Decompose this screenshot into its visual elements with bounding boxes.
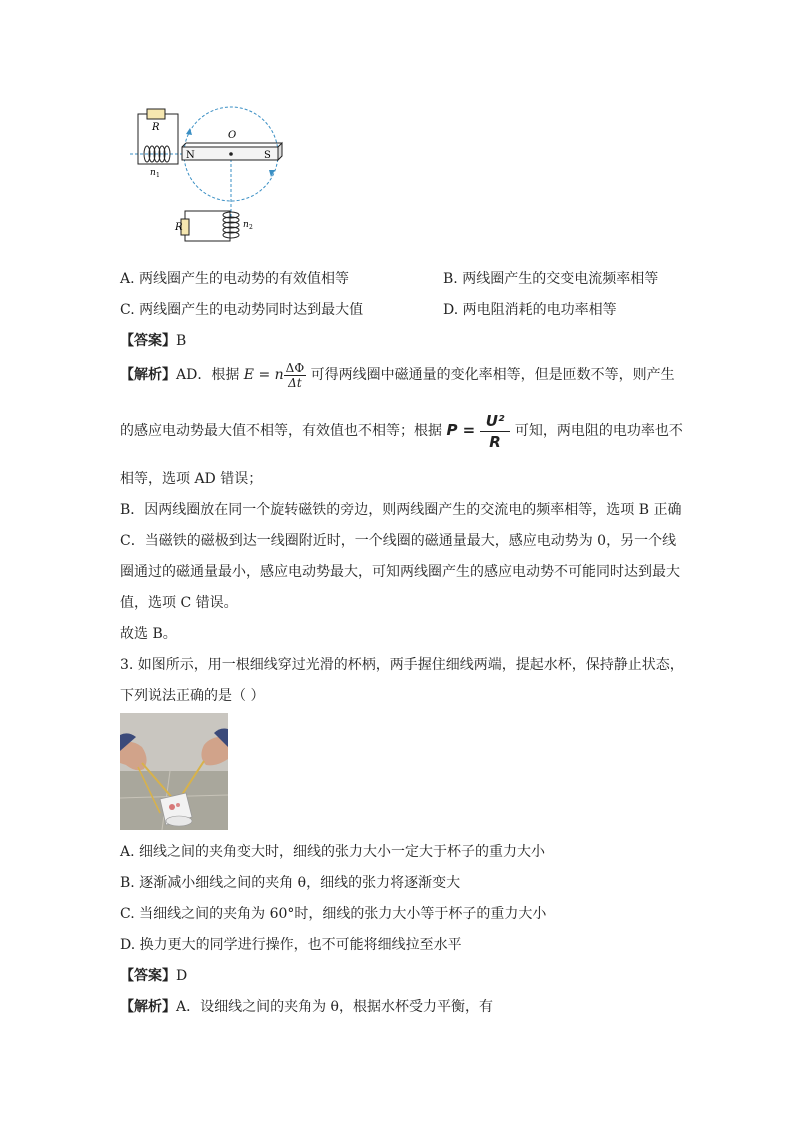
q2-analysis-line-4: B．因两线圈放在同一个旋转磁铁的旁边，则两线圈产生的交流电的频率相等，选项 B 正确 xyxy=(120,502,682,518)
label-n1-sub: 1 xyxy=(156,172,160,179)
q2-option-b: B. 两线圈产生的交变电流频率相等 xyxy=(443,271,659,287)
label-n2: n xyxy=(243,220,249,230)
q2-analysis-line-5: C．当磁铁的磁极到达一线圈附近时，一个线圈的磁通量最大，感应电动势为 0，另一个线 xyxy=(120,533,677,549)
formula-power-den: R xyxy=(489,432,501,451)
q3-analysis-text: A．设细线之间的夹角为 θ，根据水杯受力平衡，有 xyxy=(176,999,493,1015)
formula-power-num: U² xyxy=(480,411,511,432)
q2-analysis-p2a: 的感应电动势最大值不相等，有效值也不相等；根据 xyxy=(120,423,442,439)
q3-analysis-line-1 xyxy=(120,998,493,1016)
q2-analysis-line-2 xyxy=(120,410,683,452)
q3-stem-line-1: 3. 如图所示，用一根细线穿过光滑的杯柄，两手握住细线两端，提起水杯，保持静止状态， xyxy=(120,657,684,673)
q2-analysis-tag: 【解析】 xyxy=(120,367,176,383)
q2-analysis-p2b: 可知，两电阻的电功率也不 xyxy=(514,423,683,439)
formula-power-fraction xyxy=(480,411,511,452)
q2-option-a: A. 两线圈产生的电动势的有效值相等 xyxy=(120,271,350,287)
q2-option-d: D. 两电阻消耗的电功率相等 xyxy=(443,302,617,318)
q3-option-d: D. 换力更大的同学进行操作，也不可能将细线拉至水平 xyxy=(120,937,462,953)
formula-emf-fraction xyxy=(284,361,307,390)
formula-emf-lhs: E = n xyxy=(243,367,284,383)
q2-analysis-line-1 xyxy=(120,360,675,390)
label-r1: R xyxy=(152,122,160,133)
label-r2: R xyxy=(175,222,183,233)
q3-stem-line-2: 下列说法正确的是（ ） xyxy=(120,688,265,704)
q2-analysis-p1b: 可得两线圈中磁通量的变化率相等，但是匝数不等，则产生 xyxy=(310,367,675,383)
q2-analysis-line-7: 值，选项 C 错误。 xyxy=(120,595,238,611)
label-s-pole: S xyxy=(264,150,271,161)
q3-answer-line xyxy=(120,967,187,985)
cup-string-photo xyxy=(120,713,228,830)
formula-emf-num: ΔΦ xyxy=(285,360,305,375)
q3-analysis-tag: 【解析】 xyxy=(120,999,176,1015)
q2-answer-value: B xyxy=(176,333,187,349)
q3-answer-value: D xyxy=(176,968,188,984)
q2-option-c: C. 两线圈产生的电动势同时达到最大值 xyxy=(120,302,364,318)
q2-analysis-p1a: AD．根据 xyxy=(176,367,240,383)
q2-analysis-line-8: 故选 B。 xyxy=(120,626,177,642)
magnet-coil-diagram xyxy=(130,98,290,248)
q2-analysis-line-6: 圈通过的磁通量最小，感应电动势最大，可知两线圈产生的感应电动势不可能同时达到最大 xyxy=(120,564,680,580)
label-n1: n xyxy=(150,168,156,178)
formula-emf-den: Δt xyxy=(288,375,302,390)
q3-option-a: A. 细线之间的夹角变大时，细线的张力大小一定大于杯子的重力大小 xyxy=(120,844,546,860)
label-n2-sub: 2 xyxy=(249,224,253,231)
label-o: O xyxy=(228,130,237,141)
q2-answer-line xyxy=(120,332,186,350)
q3-option-b: B. 逐渐减小细线之间的夹角 θ，细线的张力将逐渐变大 xyxy=(120,875,461,891)
q2-analysis-line-3: 相等，选项 AD 错误； xyxy=(120,471,263,487)
q3-option-c: C. 当细线之间的夹角为 60°时，细线的张力大小等于杯子的重力大小 xyxy=(120,906,547,922)
q2-answer-tag: 【答案】 xyxy=(120,333,176,349)
q3-answer-tag: 【答案】 xyxy=(120,968,176,984)
label-n-pole: N xyxy=(186,150,195,161)
formula-power-lhs: P = xyxy=(446,421,476,439)
